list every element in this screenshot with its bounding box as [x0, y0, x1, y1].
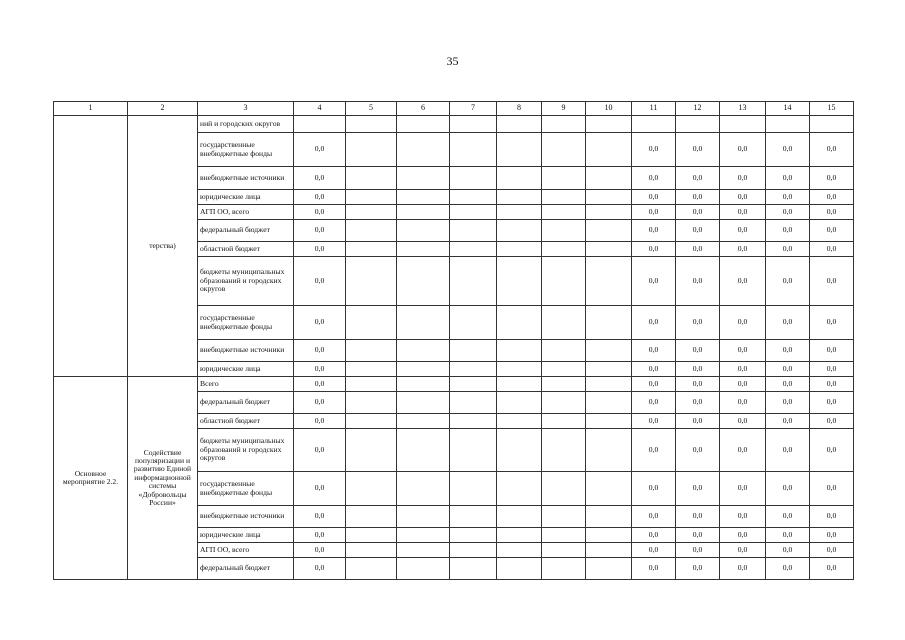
value-cell: 0,0 [720, 220, 766, 242]
empty-cell [346, 340, 397, 362]
value-cell: 0,0 [676, 429, 720, 472]
empty-cell [586, 414, 632, 429]
empty-cell [397, 558, 450, 580]
empty-cell [586, 340, 632, 362]
table-row [54, 116, 854, 133]
value-cell: 0,0 [632, 414, 676, 429]
empty-cell [586, 528, 632, 543]
value-cell: 0,0 [632, 133, 676, 167]
empty-cell [586, 242, 632, 257]
col-header: 12 [676, 102, 720, 116]
empty-cell [450, 190, 497, 205]
value-cell: 0,0 [766, 133, 810, 167]
value-cell: 0,0 [632, 506, 676, 528]
empty-cell [397, 414, 450, 429]
empty-cell [586, 558, 632, 580]
value-cell: 0,0 [294, 133, 346, 167]
empty-cell [542, 392, 586, 414]
value-cell: 0,0 [676, 558, 720, 580]
value-cell: 0,0 [294, 558, 346, 580]
empty-cell [450, 543, 497, 558]
empty-cell [497, 190, 542, 205]
value-cell: 0,0 [676, 167, 720, 190]
empty-cell [397, 257, 450, 306]
empty-cell [397, 392, 450, 414]
funding-source-cell: внебюджетные источники [198, 340, 294, 362]
empty-cell [497, 167, 542, 190]
empty-cell [450, 340, 497, 362]
value-cell: 0,0 [294, 340, 346, 362]
value-cell: 0,0 [294, 257, 346, 306]
empty-cell [586, 190, 632, 205]
value-cell: 0,0 [810, 340, 854, 362]
value-cell: 0,0 [676, 506, 720, 528]
empty-cell [346, 133, 397, 167]
empty-cell [497, 506, 542, 528]
funding-source-cell: АГП ОО, всего [198, 205, 294, 220]
empty-cell [450, 220, 497, 242]
col-header: 15 [810, 102, 854, 116]
empty-cell [542, 543, 586, 558]
value-cell: 0,0 [766, 340, 810, 362]
value-cell: 0,0 [676, 190, 720, 205]
value-cell [810, 116, 854, 133]
value-cell: 0,0 [766, 414, 810, 429]
value-cell: 0,0 [766, 190, 810, 205]
empty-cell [542, 558, 586, 580]
value-cell [676, 116, 720, 133]
empty-cell [586, 205, 632, 220]
empty-cell [450, 306, 497, 340]
empty-cell [497, 220, 542, 242]
col-header: 2 [128, 102, 198, 116]
value-cell: 0,0 [766, 472, 810, 506]
value-cell: 0,0 [632, 392, 676, 414]
empty-cell [346, 242, 397, 257]
event-name-cell: Основное мероприятие 2.2. [54, 377, 128, 580]
empty-cell [450, 257, 497, 306]
event-description-cell: Содействие популяризации и развитию Единой информационной системы «Добровольцы России» [128, 377, 198, 580]
col-header: 10 [586, 102, 632, 116]
value-cell: 0,0 [766, 558, 810, 580]
empty-cell [346, 472, 397, 506]
value-cell: 0,0 [676, 392, 720, 414]
empty-cell [586, 506, 632, 528]
empty-cell [542, 190, 586, 205]
empty-cell [397, 133, 450, 167]
empty-cell [542, 133, 586, 167]
value-cell: 0,0 [810, 528, 854, 543]
empty-cell [346, 414, 397, 429]
value-cell: 0,0 [632, 167, 676, 190]
table-row [54, 377, 854, 392]
funding-source-cell: областной бюджет [198, 414, 294, 429]
event-description-cell: терства) [128, 116, 198, 377]
value-cell: 0,0 [632, 340, 676, 362]
value-cell: 0,0 [810, 133, 854, 167]
value-cell: 0,0 [720, 429, 766, 472]
empty-cell [542, 116, 586, 133]
funding-source-cell: внебюджетные источники [198, 167, 294, 190]
value-cell: 0,0 [766, 242, 810, 257]
value-cell: 0,0 [720, 362, 766, 377]
value-cell: 0,0 [294, 362, 346, 377]
empty-cell [397, 543, 450, 558]
empty-cell [397, 205, 450, 220]
value-cell: 0,0 [294, 167, 346, 190]
funding-source-cell: федеральный бюджет [198, 558, 294, 580]
empty-cell [542, 362, 586, 377]
value-cell: 0,0 [720, 242, 766, 257]
empty-cell [586, 116, 632, 133]
value-cell: 0,0 [632, 558, 676, 580]
value-cell: 0,0 [720, 257, 766, 306]
empty-cell [397, 429, 450, 472]
empty-cell [397, 377, 450, 392]
value-cell: 0,0 [720, 190, 766, 205]
value-cell: 0,0 [720, 167, 766, 190]
empty-cell [397, 220, 450, 242]
value-cell: 0,0 [632, 472, 676, 506]
value-cell: 0,0 [810, 506, 854, 528]
value-cell: 0,0 [676, 472, 720, 506]
value-cell: 0,0 [720, 205, 766, 220]
value-cell: 0,0 [810, 429, 854, 472]
empty-cell [586, 306, 632, 340]
value-cell: 0,0 [810, 377, 854, 392]
empty-cell [397, 528, 450, 543]
empty-cell [542, 414, 586, 429]
empty-cell [586, 167, 632, 190]
value-cell: 0,0 [810, 257, 854, 306]
empty-cell [542, 506, 586, 528]
empty-cell [542, 257, 586, 306]
value-cell: 0,0 [676, 528, 720, 543]
value-cell: 0,0 [810, 205, 854, 220]
col-header: 3 [198, 102, 294, 116]
empty-cell [450, 558, 497, 580]
empty-cell [497, 558, 542, 580]
value-cell: 0,0 [294, 242, 346, 257]
value-cell: 0,0 [676, 377, 720, 392]
empty-cell [346, 429, 397, 472]
funding-source-cell: юридические лица [198, 362, 294, 377]
funding-source-cell: бюджеты муниципальных образований и городских округов [198, 429, 294, 472]
empty-cell [497, 362, 542, 377]
empty-cell [542, 429, 586, 472]
value-cell: 0,0 [810, 220, 854, 242]
value-cell: 0,0 [810, 543, 854, 558]
empty-cell [346, 167, 397, 190]
value-cell: 0,0 [810, 392, 854, 414]
value-cell [720, 116, 766, 133]
value-cell: 0,0 [676, 257, 720, 306]
empty-cell [497, 205, 542, 220]
funding-source-cell: АГП ОО, всего [198, 543, 294, 558]
col-header: 5 [346, 102, 397, 116]
value-cell: 0,0 [294, 506, 346, 528]
value-cell: 0,0 [766, 543, 810, 558]
value-cell: 0,0 [766, 506, 810, 528]
value-cell: 0,0 [810, 414, 854, 429]
empty-cell [497, 377, 542, 392]
empty-cell [497, 543, 542, 558]
empty-cell [497, 528, 542, 543]
empty-cell [397, 362, 450, 377]
value-cell: 0,0 [810, 558, 854, 580]
funding-source-cell: государственные внебюджетные фонды [198, 133, 294, 167]
empty-cell [450, 167, 497, 190]
empty-cell [586, 472, 632, 506]
value-cell: 0,0 [720, 133, 766, 167]
empty-cell [450, 528, 497, 543]
funding-source-cell: Всего [198, 377, 294, 392]
value-cell: 0,0 [720, 377, 766, 392]
empty-cell [586, 543, 632, 558]
value-cell: 0,0 [294, 472, 346, 506]
empty-cell [450, 116, 497, 133]
empty-cell [450, 392, 497, 414]
empty-cell [397, 190, 450, 205]
empty-cell [497, 340, 542, 362]
value-cell: 0,0 [294, 306, 346, 340]
value-cell: 0,0 [766, 257, 810, 306]
col-header: 9 [542, 102, 586, 116]
empty-cell [346, 528, 397, 543]
funding-source-cell: юридические лица [198, 528, 294, 543]
funding-source-cell: федеральный бюджет [198, 392, 294, 414]
value-cell: 0,0 [676, 242, 720, 257]
value-cell: 0,0 [810, 472, 854, 506]
funding-source-cell: внебюджетные источники [198, 506, 294, 528]
empty-cell [450, 414, 497, 429]
value-cell: 0,0 [720, 306, 766, 340]
value-cell: 0,0 [676, 205, 720, 220]
empty-cell [397, 167, 450, 190]
col-header: 14 [766, 102, 810, 116]
value-cell: 0,0 [810, 306, 854, 340]
empty-cell [497, 242, 542, 257]
funding-source-cell: юридические лица [198, 190, 294, 205]
value-cell: 0,0 [720, 528, 766, 543]
value-cell: 0,0 [632, 528, 676, 543]
value-cell: 0,0 [810, 362, 854, 377]
value-cell: 0,0 [810, 167, 854, 190]
empty-cell [346, 362, 397, 377]
empty-cell [397, 116, 450, 133]
empty-cell [542, 340, 586, 362]
event-name-cell [54, 116, 128, 377]
value-cell: 0,0 [632, 362, 676, 377]
empty-cell [542, 242, 586, 257]
empty-cell [542, 220, 586, 242]
value-cell: 0,0 [810, 190, 854, 205]
value-cell: 0,0 [632, 205, 676, 220]
col-header: 6 [397, 102, 450, 116]
empty-cell [450, 429, 497, 472]
empty-cell [497, 392, 542, 414]
empty-cell [497, 306, 542, 340]
value-cell: 0,0 [294, 543, 346, 558]
empty-cell [346, 543, 397, 558]
value-cell: 0,0 [294, 220, 346, 242]
value-cell: 0,0 [632, 257, 676, 306]
empty-cell [346, 220, 397, 242]
funding-source-cell: государственные внебюджетные фонды [198, 306, 294, 340]
funding-source-cell: ний и городских округов [198, 116, 294, 133]
value-cell: 0,0 [676, 414, 720, 429]
empty-cell [346, 377, 397, 392]
value-cell: 0,0 [632, 242, 676, 257]
empty-cell [397, 306, 450, 340]
value-cell: 0,0 [676, 220, 720, 242]
empty-cell [586, 220, 632, 242]
empty-cell [450, 506, 497, 528]
empty-cell [497, 257, 542, 306]
empty-cell [346, 257, 397, 306]
empty-cell [450, 242, 497, 257]
value-cell: 0,0 [766, 306, 810, 340]
value-cell: 0,0 [632, 429, 676, 472]
empty-cell [397, 506, 450, 528]
empty-cell [586, 429, 632, 472]
value-cell: 0,0 [720, 472, 766, 506]
empty-cell [397, 242, 450, 257]
col-header: 7 [450, 102, 497, 116]
empty-cell [346, 306, 397, 340]
value-cell: 0,0 [766, 528, 810, 543]
value-cell: 0,0 [632, 220, 676, 242]
value-cell: 0,0 [720, 414, 766, 429]
value-cell: 0,0 [676, 543, 720, 558]
value-cell: 0,0 [766, 377, 810, 392]
value-cell: 0,0 [766, 220, 810, 242]
value-cell: 0,0 [720, 506, 766, 528]
empty-cell [497, 116, 542, 133]
empty-cell [346, 506, 397, 528]
value-cell: 0,0 [294, 528, 346, 543]
empty-cell [346, 116, 397, 133]
col-header: 1 [54, 102, 128, 116]
value-cell: 0,0 [766, 392, 810, 414]
header-row [54, 102, 854, 116]
value-cell [294, 116, 346, 133]
empty-cell [397, 340, 450, 362]
value-cell: 0,0 [294, 414, 346, 429]
empty-cell [586, 257, 632, 306]
empty-cell [586, 133, 632, 167]
col-header: 13 [720, 102, 766, 116]
value-cell: 0,0 [766, 429, 810, 472]
value-cell: 0,0 [632, 543, 676, 558]
empty-cell [450, 133, 497, 167]
empty-cell [542, 306, 586, 340]
value-cell: 0,0 [766, 205, 810, 220]
empty-cell [497, 414, 542, 429]
value-cell: 0,0 [766, 167, 810, 190]
empty-cell [346, 205, 397, 220]
value-cell: 0,0 [720, 340, 766, 362]
value-cell: 0,0 [766, 362, 810, 377]
empty-cell [586, 377, 632, 392]
value-cell: 0,0 [294, 205, 346, 220]
empty-cell [346, 392, 397, 414]
value-cell: 0,0 [720, 392, 766, 414]
empty-cell [450, 472, 497, 506]
value-cell [766, 116, 810, 133]
value-cell: 0,0 [720, 558, 766, 580]
value-cell: 0,0 [676, 306, 720, 340]
empty-cell [497, 429, 542, 472]
value-cell: 0,0 [676, 340, 720, 362]
empty-cell [450, 377, 497, 392]
empty-cell [586, 392, 632, 414]
empty-cell [542, 167, 586, 190]
value-cell: 0,0 [632, 190, 676, 205]
value-cell: 0,0 [720, 543, 766, 558]
empty-cell [497, 133, 542, 167]
value-cell: 0,0 [810, 242, 854, 257]
value-cell: 0,0 [294, 429, 346, 472]
page-number: 35 [446, 54, 459, 68]
empty-cell [346, 558, 397, 580]
empty-cell [497, 472, 542, 506]
empty-cell [346, 190, 397, 205]
empty-cell [542, 377, 586, 392]
budget-table [53, 101, 854, 580]
col-header: 4 [294, 102, 346, 116]
value-cell: 0,0 [294, 392, 346, 414]
empty-cell [586, 362, 632, 377]
value-cell: 0,0 [676, 133, 720, 167]
value-cell: 0,0 [294, 190, 346, 205]
empty-cell [397, 472, 450, 506]
col-header: 11 [632, 102, 676, 116]
funding-source-cell: государственные внебюджетные фонды [198, 472, 294, 506]
value-cell: 0,0 [632, 306, 676, 340]
value-cell [632, 116, 676, 133]
empty-cell [542, 205, 586, 220]
value-cell: 0,0 [676, 362, 720, 377]
empty-cell [542, 472, 586, 506]
funding-source-cell: областной бюджет [198, 242, 294, 257]
empty-cell [450, 205, 497, 220]
col-header: 8 [497, 102, 542, 116]
empty-cell [450, 362, 497, 377]
value-cell: 0,0 [632, 377, 676, 392]
funding-source-cell: бюджеты муниципальных образований и городских округов [198, 257, 294, 306]
value-cell: 0,0 [294, 377, 346, 392]
empty-cell [542, 528, 586, 543]
funding-source-cell: федеральный бюджет [198, 220, 294, 242]
